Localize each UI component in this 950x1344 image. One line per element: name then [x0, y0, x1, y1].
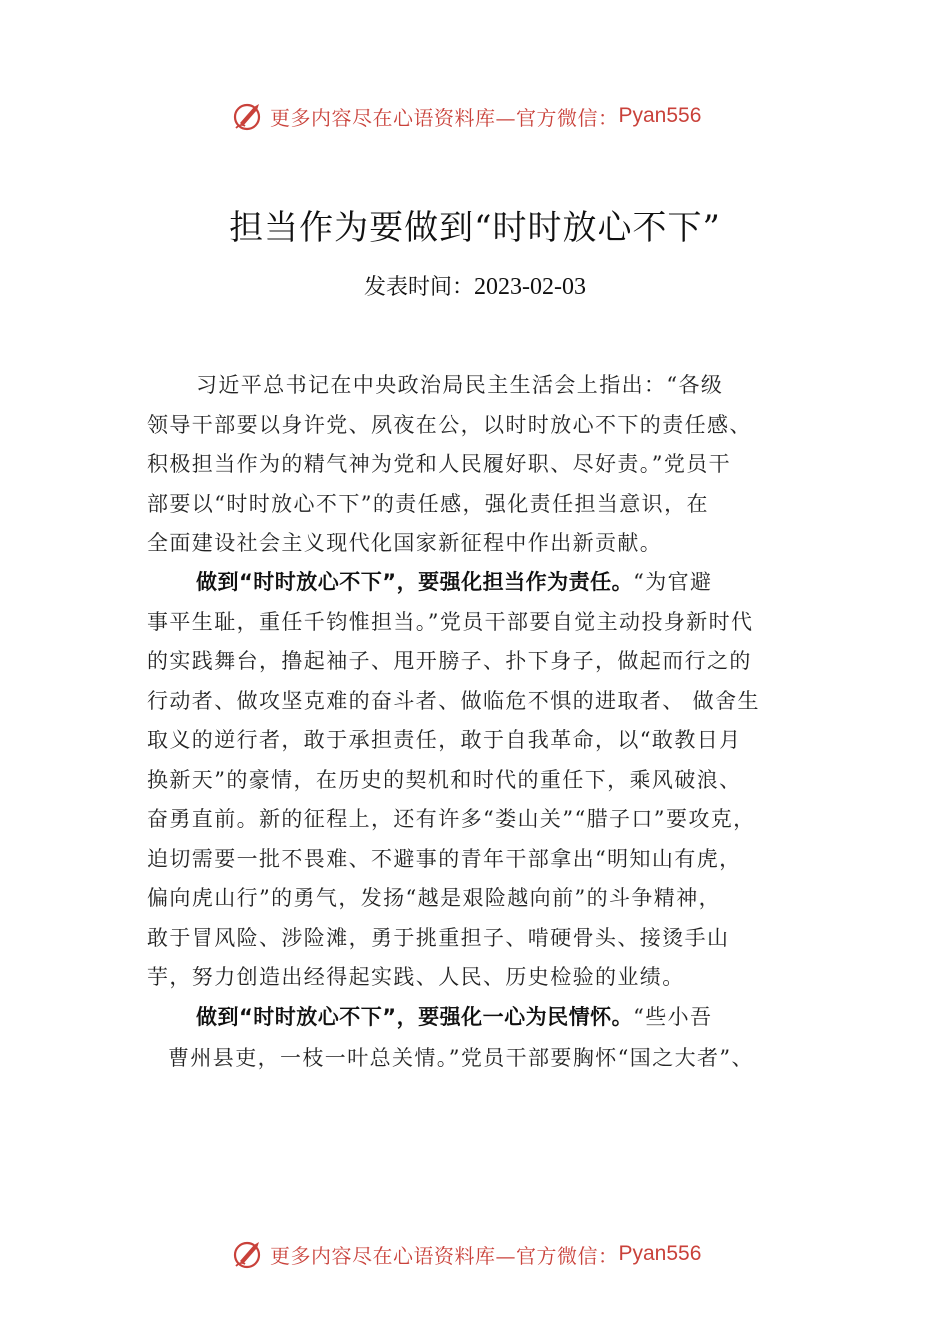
- body-line: 积极担当作为的精气神为党和人民履好职、尽好责。”党员干: [147, 452, 732, 476]
- article-title: 担当作为要做到“时时放心不下”: [229, 208, 721, 248]
- body-line: 部要以“时时放心不下”的责任感，强化责任担当意识，在: [147, 492, 709, 516]
- pen-logo-icon: [232, 1237, 266, 1271]
- body-line: 曹州县吏，一枝一叶总关情。”党员干部要胸怀“国之大者”、: [168, 1046, 754, 1070]
- paragraph-heading-line: [196, 564, 712, 600]
- body-line: 敢于冒风险、涉险滩，勇于挑重担子、啃硬骨头、接烫手山: [147, 926, 730, 950]
- banner-text: 更多内容尽在心语资料库—官方微信：: [270, 105, 619, 130]
- paragraph-heading: 做到“时时放心不下”，要强化一心为民情怀。: [196, 1005, 634, 1029]
- body-line: 习近平总书记在中央政治局民主生活会上指出：“各级: [196, 373, 724, 397]
- paragraph-heading: 做到“时时放心不下”，要强化担当作为责任。: [196, 570, 634, 594]
- date-label: 发表时间：: [364, 275, 475, 300]
- banner-wechat-handle: Pyan556: [618, 104, 702, 127]
- pen-logo-icon: [232, 99, 266, 133]
- body-line: 奋勇直前。新的征程上，还有许多“娄山关”“腊子口”要攻克，: [147, 807, 756, 831]
- header-banner: [0, 96, 950, 136]
- banner-content: [232, 1234, 701, 1274]
- banner-text: 更多内容尽在心语资料库—官方微信：: [270, 1243, 619, 1268]
- banner-wechat-handle: Pyan556: [618, 1242, 702, 1265]
- footer-banner: [0, 1234, 950, 1274]
- body-line: 取义的逆行者，敢于承担责任，敢于自我革命，以“敢教日月: [147, 728, 742, 752]
- body-line: 全面建设社会主义现代化国家新征程中作出新贡献。: [147, 531, 663, 555]
- body-line: 的实践舞台，撸起袖子、甩开膀子、扑下身子，做起而行之的: [147, 649, 752, 673]
- paragraph-heading-line: [196, 999, 712, 1035]
- body-line: 行动者、做攻坚克难的奋斗者、做临危不惧的进取者、 做舍生: [147, 689, 760, 713]
- body-line: “些小吾: [633, 1005, 713, 1029]
- body-line: “为官避: [633, 570, 713, 594]
- body-line: 迫切需要一批不畏难、不避事的青年干部拿出“明知山有虎，: [147, 847, 742, 871]
- publish-date: 2023-02-03: [474, 274, 586, 300]
- body-line: 事平生耻，重任千钧惟担当。”党员干部要自觉主动投身新时代: [147, 610, 754, 634]
- body-line: 芋，努力创造出经得起实践、人民、历史检验的业绩。: [147, 965, 685, 989]
- body-line: 偏向虎山行”的勇气，发扬“越是艰险越向前”的斗争精神，: [147, 886, 722, 910]
- banner-content: [232, 96, 701, 136]
- article-meta: [0, 270, 950, 301]
- body-line: 领导干部要以身许党、夙夜在公，以时时放心不下的责任感、: [147, 413, 752, 437]
- body-line: 换新天”的豪情，在历史的契机和时代的重任下，乘风破浪、: [147, 768, 742, 792]
